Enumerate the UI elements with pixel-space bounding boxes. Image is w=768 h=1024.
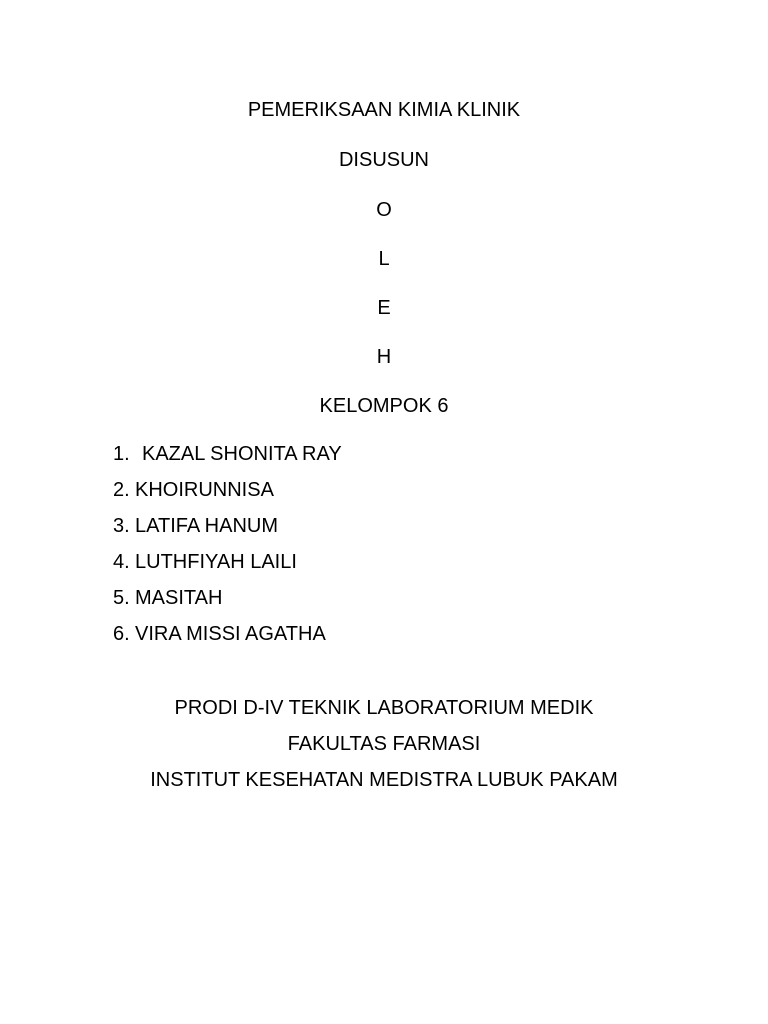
list-number: 5. [113, 587, 130, 609]
oleh-letter-l: L [378, 248, 390, 270]
list-item [113, 622, 342, 658]
list-number: 4. [113, 551, 130, 573]
member-name: KAZAL SHONITA RAY [142, 443, 342, 465]
member-name: LATIFA HANUM [135, 515, 278, 537]
institute-text: INSTITUT KESEHATAN MEDISTRA LUBUK PAKAM [150, 769, 618, 791]
member-name: MASITAH [135, 587, 223, 609]
list-item [113, 514, 342, 550]
oleh-letter-h: H [376, 346, 392, 368]
list-item [113, 478, 342, 514]
group-name: KELOMPOK 6 [319, 395, 449, 417]
list-number: 2. [113, 479, 130, 501]
oleh-letter-e: E [377, 297, 391, 319]
list-number: 1. [113, 443, 130, 465]
list-item [113, 586, 342, 622]
list-number: 3. [113, 515, 130, 537]
member-name: LUTHFIYAH LAILI [135, 551, 297, 573]
list-item [113, 442, 342, 478]
document-title: PEMERIKSAAN KIMIA KLINIK [247, 99, 521, 121]
list-number: 6. [113, 623, 130, 645]
member-name: KHOIRUNNISA [135, 479, 274, 501]
prodi-text: PRODI D-IV TEKNIK LABORATORIUM MEDIK [174, 697, 594, 719]
list-item [113, 550, 342, 586]
member-list [113, 442, 342, 658]
member-name: VIRA MISSI AGATHA [135, 623, 326, 645]
oleh-letter-o: O [376, 199, 392, 221]
faculty-text: FAKULTAS FARMASI [287, 733, 481, 755]
disusun-text: DISUSUN [338, 149, 429, 171]
